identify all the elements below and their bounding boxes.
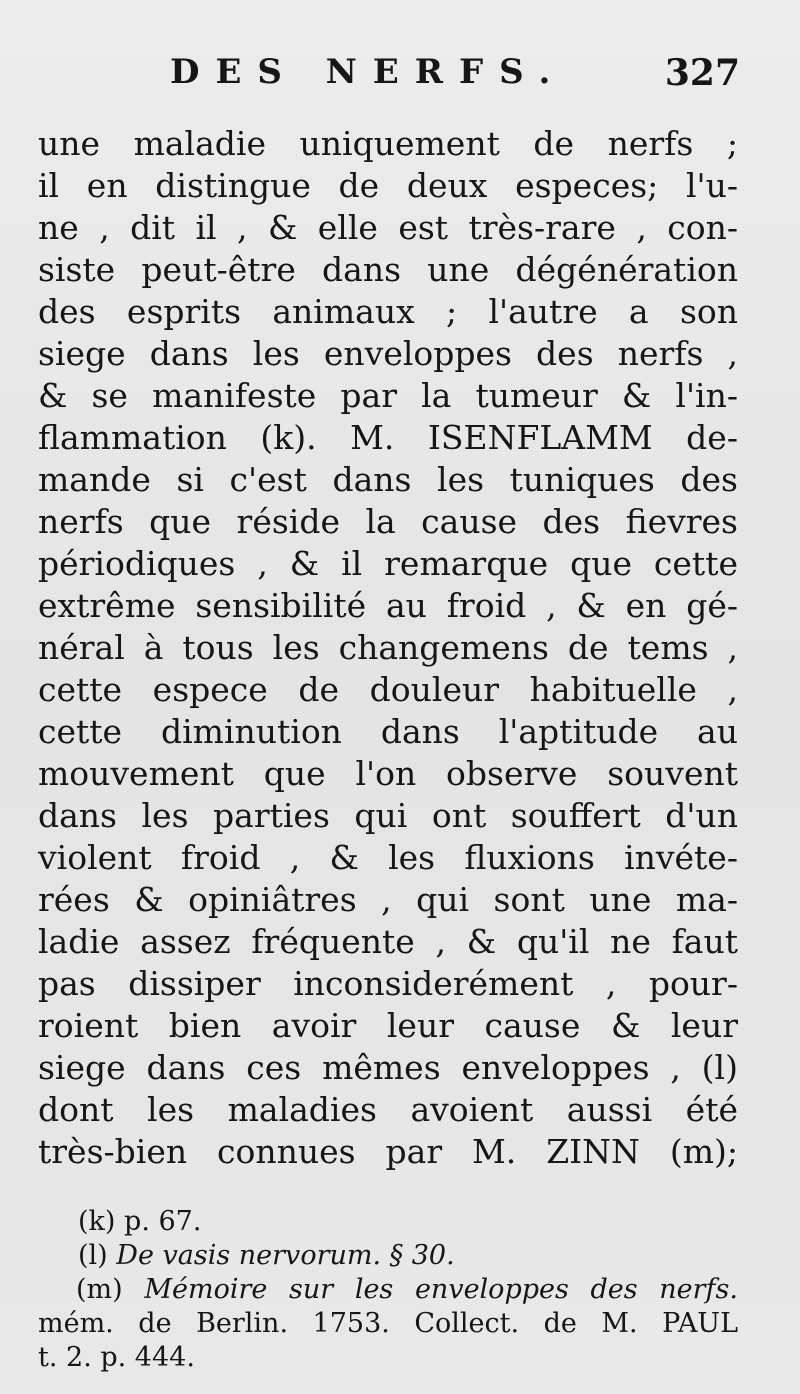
footnote-m xyxy=(38,1273,738,1307)
text-line: il en distingue de deux especes; l'u- xyxy=(38,166,738,205)
footnote-l xyxy=(38,1239,738,1273)
footnote-marker: (m) xyxy=(76,1274,123,1305)
text-line: roient bien avoir leur cause & leur xyxy=(38,1006,738,1045)
text-line: néral à tous les changemens de tems , xyxy=(38,628,738,667)
text-line: ne , dit il , & elle est très-rare , con- xyxy=(38,208,738,247)
footnotes xyxy=(38,1205,738,1375)
text-line: mande si c'est dans les tuniques des xyxy=(38,460,738,499)
footnote-marker: (l) xyxy=(78,1240,108,1271)
text-line: cette diminution dans l'aptitude au xyxy=(38,712,738,751)
text-line: extrême sensibilité au froid , & en gé- xyxy=(38,586,738,625)
footnote-m-continuation: t. 2. p. 444. xyxy=(38,1342,195,1373)
text-line: périodiques , & il remarque que cette xyxy=(38,544,738,583)
footnote-k xyxy=(38,1205,738,1239)
footnote-text: Mémoire sur les enveloppes des nerfs. xyxy=(144,1274,738,1305)
text-line: cette espece de douleur habituelle , xyxy=(38,670,738,709)
footnote-marker: (k) xyxy=(78,1206,116,1237)
text-line: mouvement que l'on observe souvent xyxy=(38,754,738,793)
text-line: des esprits animaux ; l'autre a son xyxy=(38,292,738,331)
page-number: 327 xyxy=(664,52,740,94)
text-line: rées & opiniâtres , qui sont une ma- xyxy=(38,880,738,919)
text-line: ladie assez fréquente , & qu'il ne faut xyxy=(38,922,738,961)
footnote-text: p. 67. xyxy=(124,1206,202,1237)
text-line: très-bien connues par M. ZINN (m); xyxy=(38,1132,738,1171)
footnote-text: De vasis nervorum. § 30. xyxy=(116,1240,455,1271)
page-header xyxy=(40,52,740,102)
text-line: & se manifeste par la tumeur & l'in- xyxy=(38,376,738,415)
text-line: siege dans ces mêmes enveloppes , (l) xyxy=(38,1048,738,1087)
footnote-m-continuation: mém. de Berlin. 1753. Collect. de M. PAUL xyxy=(38,1308,738,1339)
running-head: DES NERFS. xyxy=(170,52,567,92)
text-line: dans les parties qui ont souffert d'un xyxy=(38,796,738,835)
text-line: siege dans les enveloppes des nerfs , xyxy=(38,334,738,373)
text-line: une maladie uniquement de nerfs ; xyxy=(38,124,738,163)
body-text xyxy=(38,123,738,1173)
text-line: violent froid , & les fluxions invéte- xyxy=(38,838,738,877)
text-line: flammation (k). M. ISENFLAMM de- xyxy=(38,418,738,457)
text-line: nerfs que réside la cause des fievres xyxy=(38,502,738,541)
text-line: siste peut-être dans une dégénération xyxy=(38,250,738,289)
text-line: dont les maladies avoient aussi été xyxy=(38,1090,738,1129)
text-line: pas dissiper inconsiderément , pour- xyxy=(38,964,738,1003)
